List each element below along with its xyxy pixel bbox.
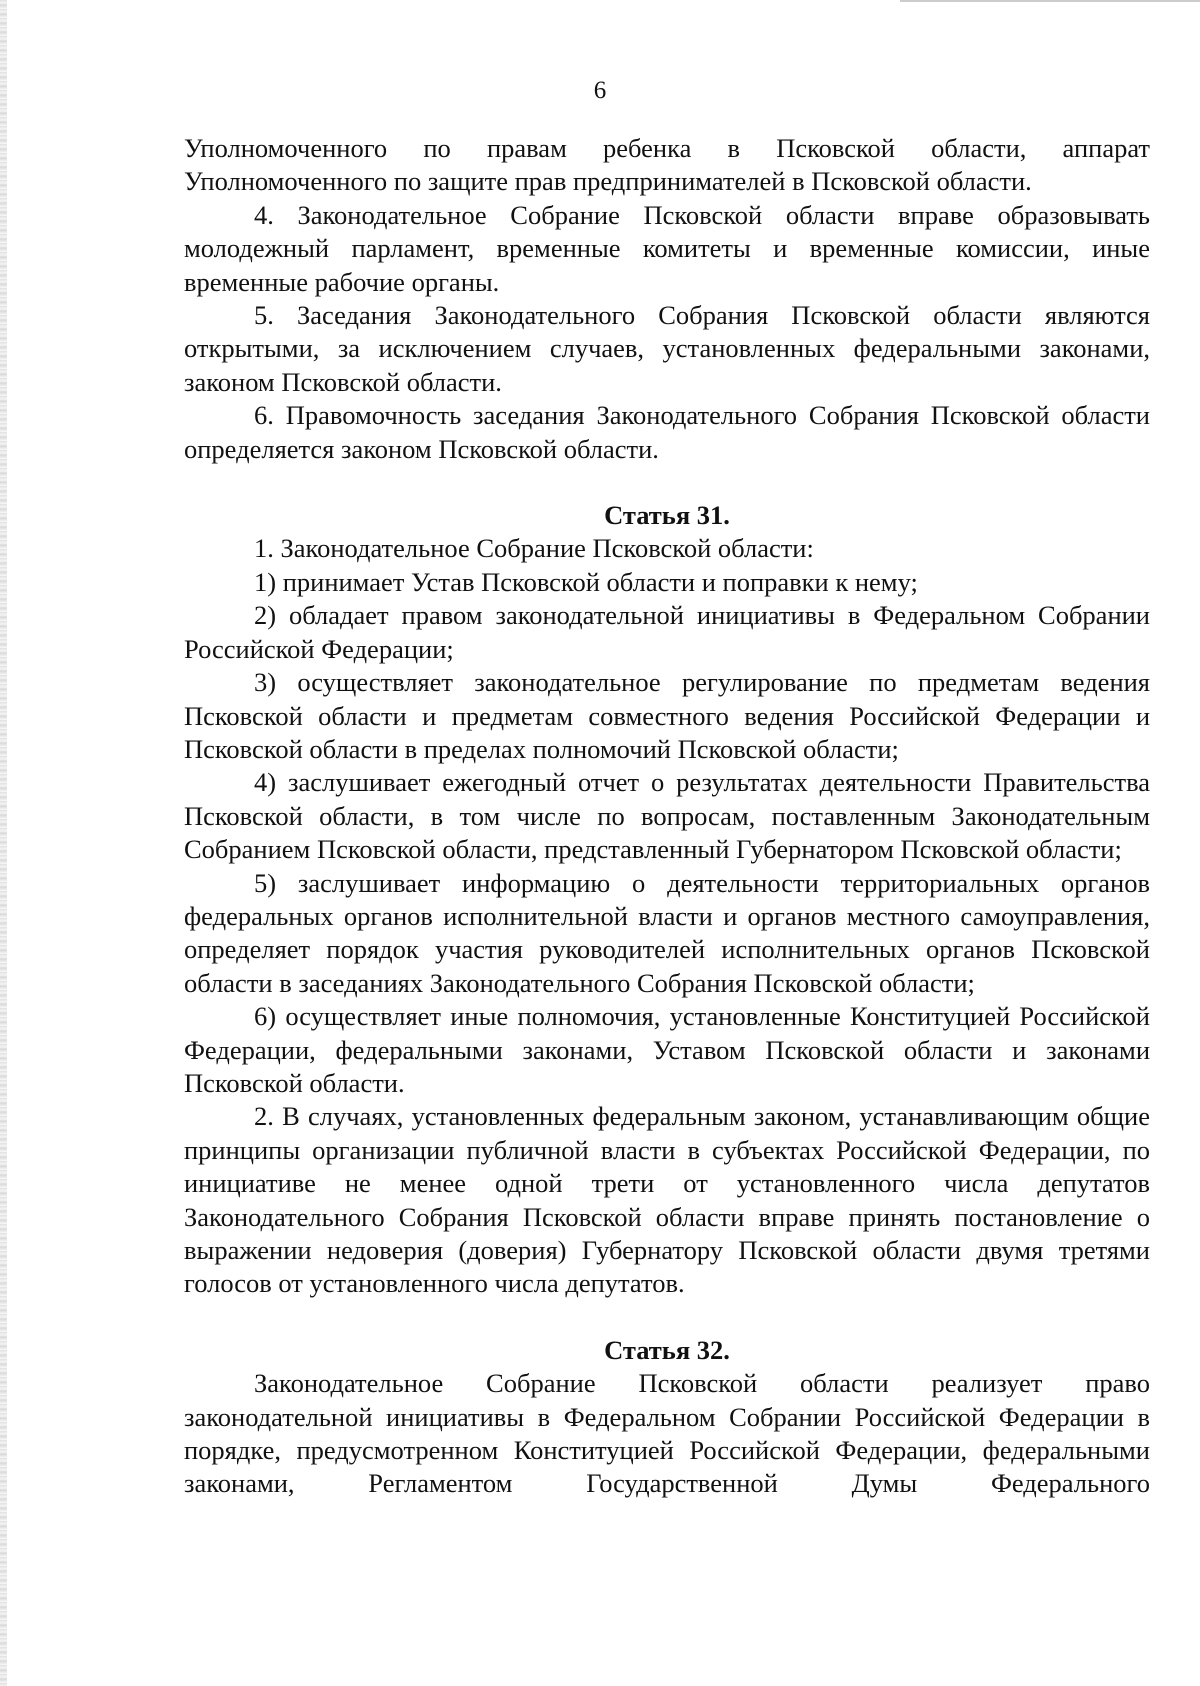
- article31-paragraph-1: 1. Законодательное Собрание Псковской области:: [254, 533, 814, 564]
- article32-paragraph-1: Законодательное Собрание Псковской области реализует право законодательной инициативы в Федеральном Собрании Российской Федерации в порядке, предусмотренном Конституцией Российской Федерации, федеральными законами, Регламентом Государственной Думы Федерального: [184, 1368, 1150, 1499]
- section-gap: [184, 466, 1150, 499]
- page-number: 6: [593, 77, 607, 104]
- article31-item-5: 5) заслушивает информацию о деятельности территориальных органов федеральных органов исполнительной власти и органов местного самоуправления, определяет порядок участия руководителей исполнительных органов Псковской области в заседаниях Законодательного Собрания Псковской области;: [184, 867, 1150, 998]
- article30-paragraph-6: 6. Правомочность заседания Законодательного Собрания Псковской области определяется законом Псковской области.: [184, 400, 1150, 464]
- intro-paragraph: Уполномоченного по правам ребенка в Псковской области, аппарат Уполномоченного по защите прав предпринимателей в Псковской области.: [184, 133, 1150, 197]
- article31-item-1: 1) принимает Устав Псковской области и поправки к нему;: [254, 566, 918, 597]
- document-body: [184, 132, 1150, 1501]
- section-gap: [184, 1301, 1150, 1334]
- article32-heading: Статья 32.: [604, 1334, 730, 1365]
- scan-edge-left: [0, 0, 7, 1686]
- article31-heading: Статья 31.: [604, 500, 730, 531]
- article31-item-4: 4) заслушивает ежегодный отчет о результатах деятельности Правительства Псковской области, в том числе по вопросам, поставленным Законодательным Собранием Псковской области, представленный Губернатором Псковской области;: [184, 767, 1150, 865]
- article31-item-6: 6) осуществляет иные полномочия, установленные Конституцией Российской Федерации, федеральными законами, Уставом Псковской области и законами Псковской области.: [184, 1001, 1150, 1098]
- article31-item-2: 2) обладает правом законодательной инициативы в Федеральном Собрании Российской Федерации;: [184, 600, 1150, 664]
- article30-paragraph-4: 4. Законодательное Собрание Псковской области вправе образовывать молодежный парламент, временные комитеты и временные комиссии, иные временные рабочие органы.: [184, 199, 1150, 297]
- scan-edge-top: [900, 0, 1200, 2]
- article31-paragraph-2: 2. В случаях, установленных федеральным законом, устанавливающим общие принципы организации публичной власти в субъектах Российской Федерации, по инициативе не менее одной трети от установленного числа депутатов Законодательного Собрания Псковской области вправе принять постановление о выражении недоверия (доверия) Губернатору Псковской области двумя третями голосов от установленного числа депутатов.: [184, 1101, 1150, 1299]
- article30-paragraph-5: 5. Заседания Законодательного Собрания Псковской области являются открытыми, за исключением случаев, установленных федеральными законами, законом Псковской области.: [184, 300, 1150, 397]
- article31-item-3: 3) осуществляет законодательное регулирование по предметам ведения Псковской области и предметам совместного ведения Российской Федерации и Псковской области в пределах полномочий Псковской области;: [184, 667, 1150, 764]
